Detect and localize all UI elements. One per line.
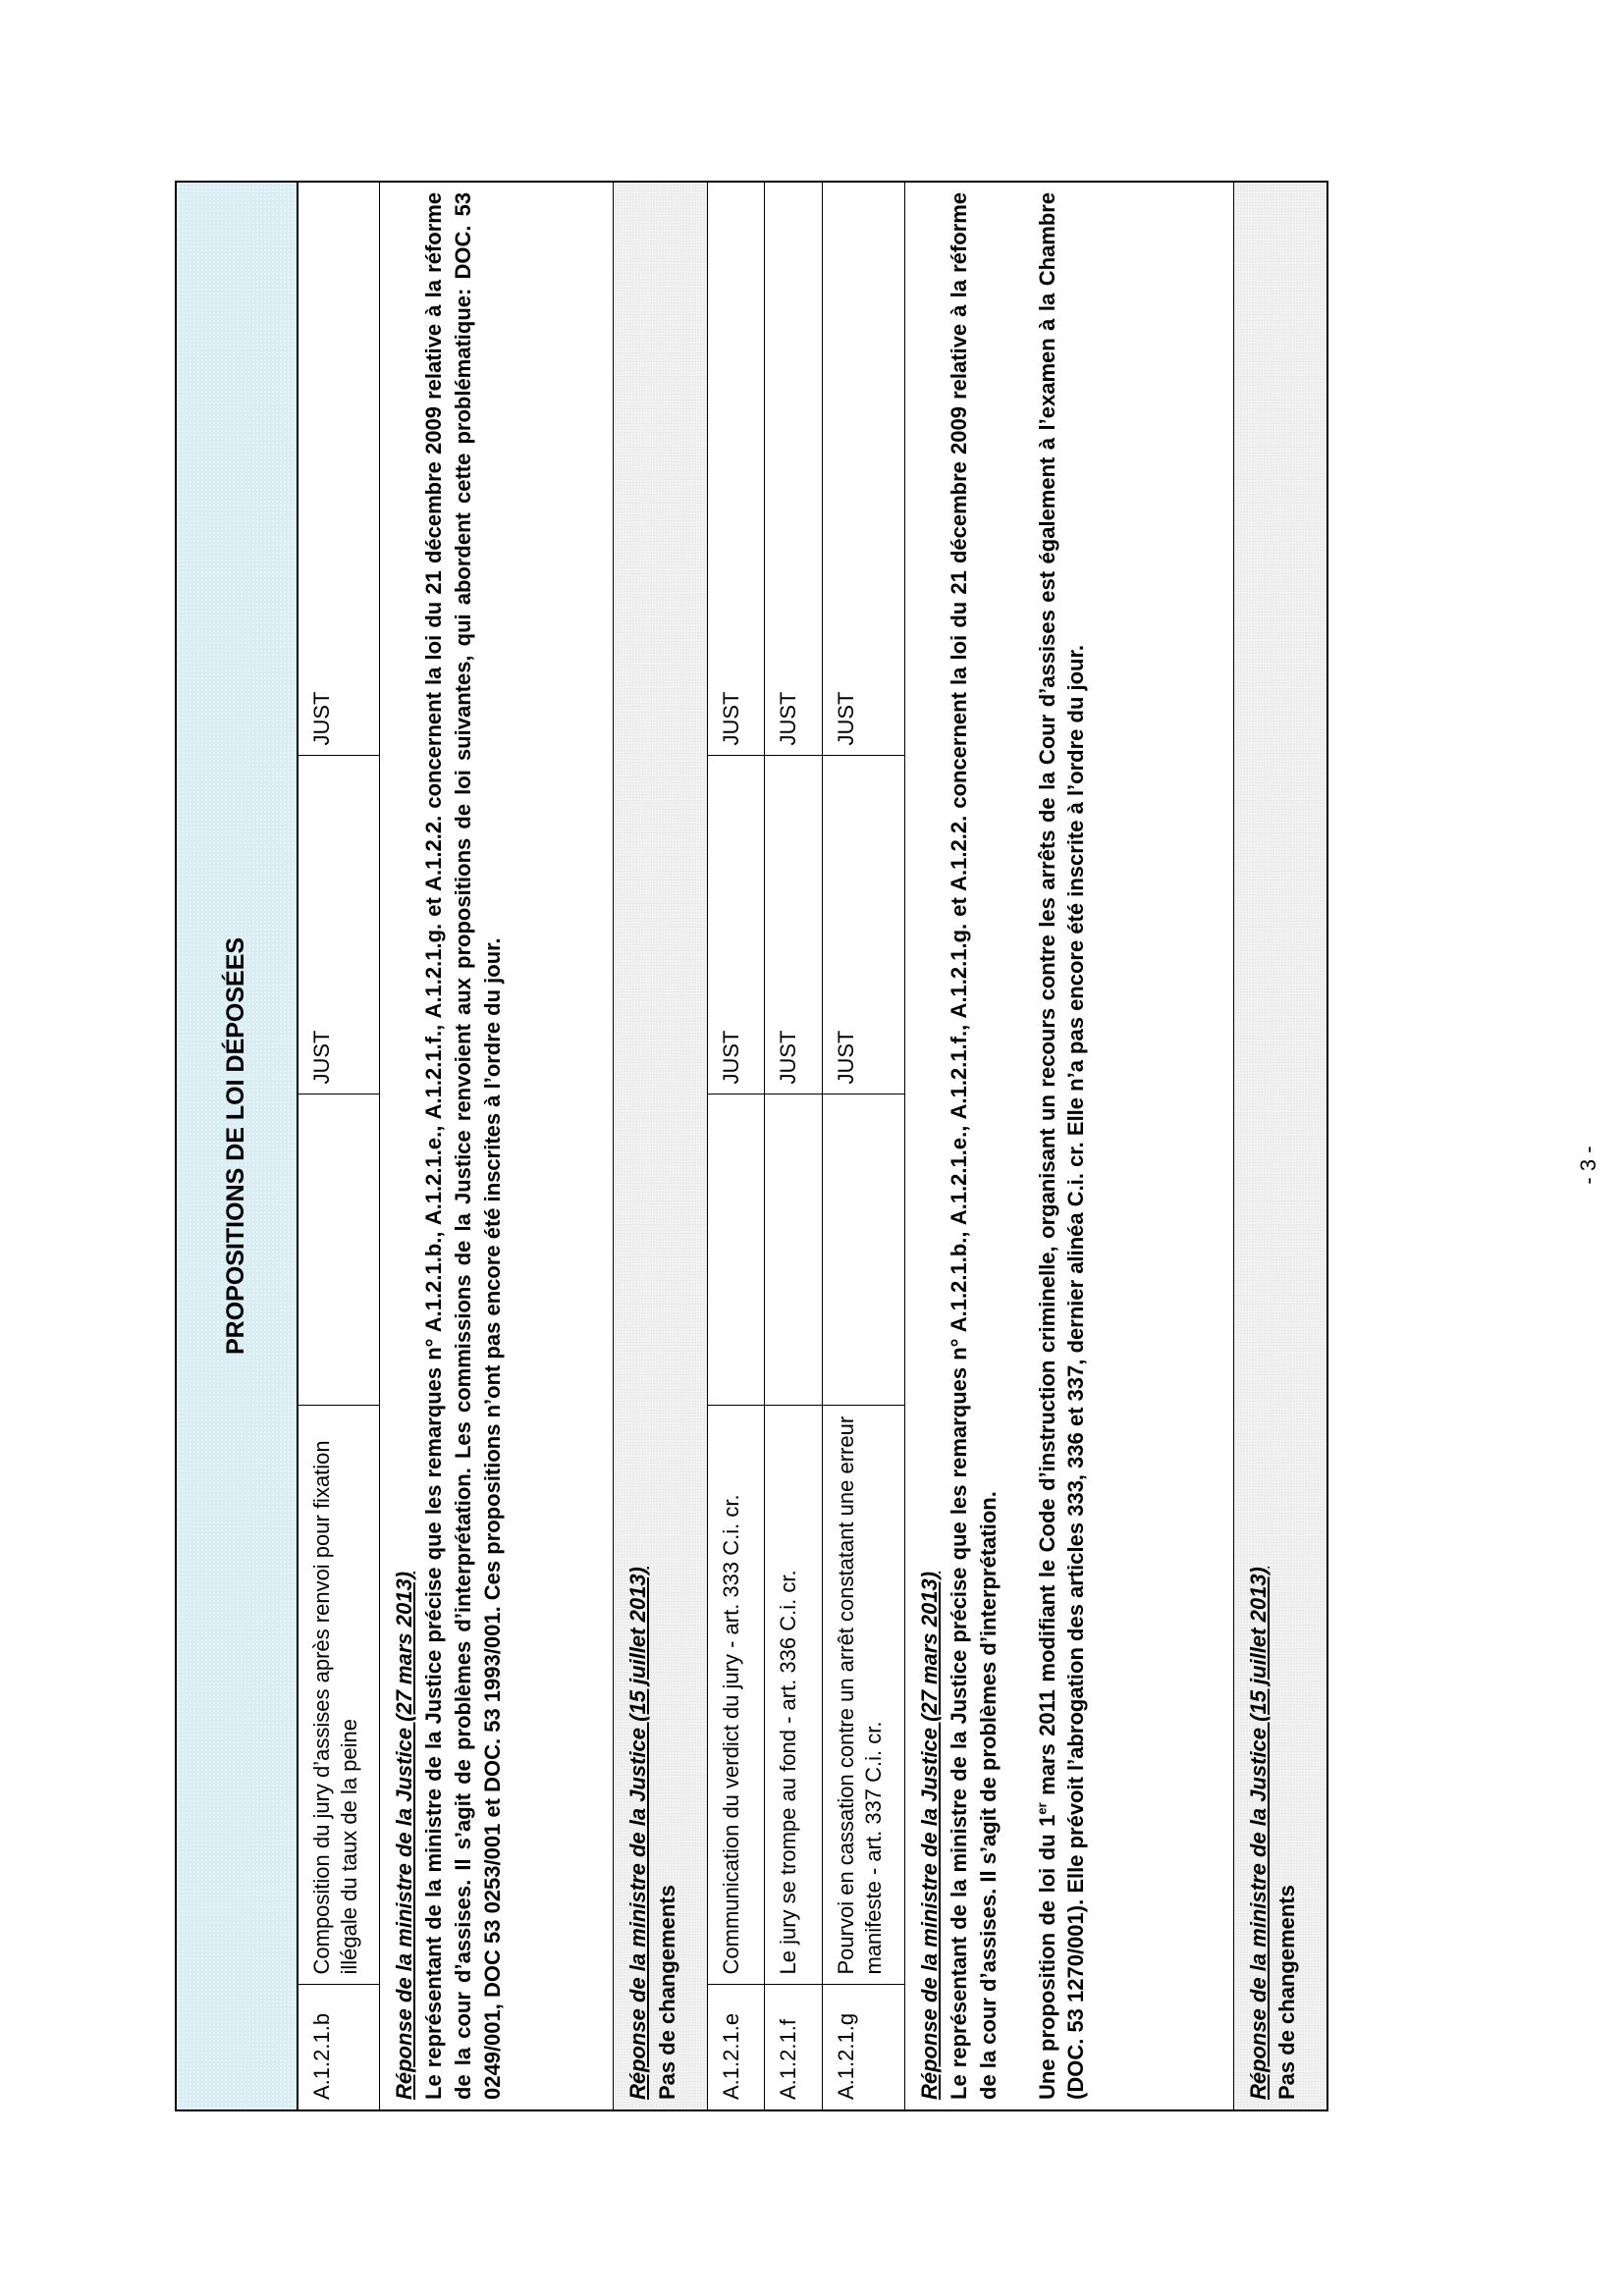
response-title: Réponse de la ministre de la Justice (15 juillet 2013) <box>1245 1567 1271 2100</box>
response-text: Pas de changements <box>1274 1885 1300 2100</box>
row-col5: JUST <box>298 182 380 756</box>
row-description: Communication du verdict du jury - art. 333 C.i. cr. <box>707 1406 764 1985</box>
response-title: Réponse de la ministre de la Justice (15 juillet 2013) <box>625 1567 651 2100</box>
row-col5: JUST <box>707 182 764 756</box>
table-row <box>298 182 380 2110</box>
table-row <box>765 182 822 2110</box>
response-text: Le représentant de la ministre de la Justice précise que les remarques n° A.1.2.1.b., A.1.2.1.e., A.1.2.1.f., A.1.2.1.g. et A.1.2.2. concernent la loi du 21 décembre 2009 relative à la réforme de la cour d’assises. Il s’agit de problèmes d’interprétation. Les commissions de la Justice renvoient aux propositions de loi suivantes, qui abordent cette problématique: DOC. 53 0249/001, DOC 53 0253/001 et DOC. 53 1993/001. Ces propositions n’ont pas encore été inscrites à l’ordre du jour. <box>421 191 506 2100</box>
response-block <box>1233 182 1327 2110</box>
row-ref: A.1.2.1.b <box>298 1985 380 2110</box>
row-ref: A.1.2.1.e <box>707 1985 764 2110</box>
ordinal-superscript: er <box>1034 1802 1050 1815</box>
row-col3 <box>765 1095 822 1406</box>
rotated-table-container <box>175 183 1328 2111</box>
row-col3 <box>707 1095 764 1406</box>
row-col4: JUST <box>765 756 822 1095</box>
page-number: - 3 - <box>1576 1146 1600 1185</box>
propositions-table <box>175 181 1328 2111</box>
response-title: Réponse de la ministre de la Justice (27 mars 2013) <box>916 1571 942 2100</box>
row-ref: A.1.2.1.g <box>822 1985 904 2110</box>
response-text: Le représentant de la ministre de la Justice précise que les remarques n° A.1.2.1.b., A.1.2.1.e., A.1.2.1.f., A.1.2.1.g. et A.1.2.2. concernent la loi du 21 décembre 2009 relative à la réforme de la cour d’assises. Il s’agit de problèmes d’interprétation. <box>946 191 1001 2100</box>
row-col5: JUST <box>765 182 822 756</box>
table-header: PROPOSITIONS DE LOI DÉPOSÉES <box>176 182 298 2110</box>
response-text: Pas de changements <box>655 1885 680 2100</box>
row-col4: JUST <box>298 756 380 1095</box>
table-row <box>707 182 764 2110</box>
row-description: Pourvoi en cassation contre un arrêt constatant une erreur manifeste - art. 337 C.i. cr. <box>822 1406 904 1985</box>
response-paragraph-start: Une proposition de loi du 1 <box>1034 1814 1059 2100</box>
table-row <box>822 182 904 2110</box>
response-block <box>614 182 707 2110</box>
response-paragraph <box>1033 192 1092 2100</box>
response-block <box>380 182 614 2110</box>
row-col4: JUST <box>707 756 764 1095</box>
row-description: Composition du jury d’assises après renvoi pour fixation illégale du taux de la peine <box>298 1406 380 1985</box>
row-col4: JUST <box>822 756 904 1095</box>
response-title: Réponse de la ministre de la Justice (27 mars 2013) <box>392 1571 417 2100</box>
response-paragraph-end: mars 2011 modifiant le Code d’instruction criminelle, organisant un recours contre les arrêts de la Cour d’assises est également à l’examen à la Chambre (DOC. 53 1270/001). Elle prévoit l’abrogation des articles 333, 336 et 337, dernier alinéa C.i. cr. Elle n’a pas encore été inscrite à l’ordre du jour. <box>1034 191 1089 2100</box>
row-col5: JUST <box>822 182 904 756</box>
row-description: Le jury se trompe au fond - art. 336 C.i. cr. <box>765 1406 822 1985</box>
row-ref: A.1.2.1.f <box>765 1985 822 2110</box>
row-col3 <box>298 1095 380 1406</box>
row-col3 <box>822 1095 904 1406</box>
response-block <box>904 182 1233 2110</box>
